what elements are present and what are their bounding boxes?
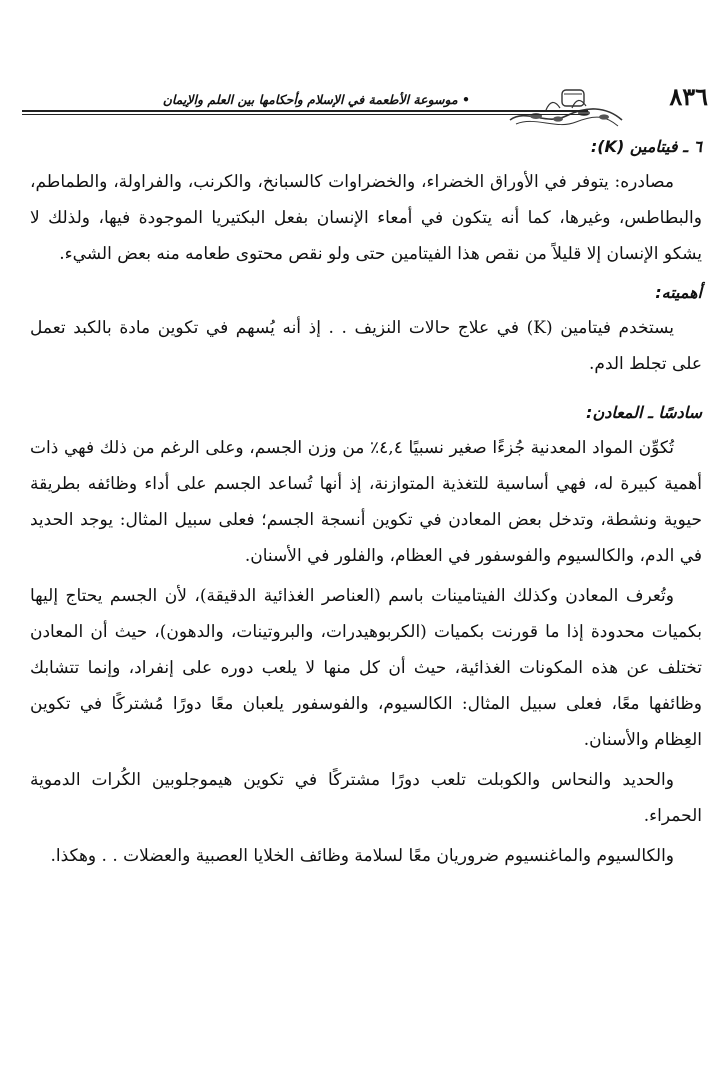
header-rule — [22, 110, 588, 115]
paragraph-vitamin-k-importance: يستخدم فيتامين (K) في علاج حالات النزيف . . إذ أنه يُسهم في تكوين مادة بالكبد تعمل على تجلط الدم. — [30, 318, 702, 374]
paragraph-minerals-intro: تُكوِّن المواد المعدنية جُزءًا صغير نسبيًا ٤,٤٪ من وزن الجسم، وعلى الرغم من ذلك فهي ذات أهمية كبيرة له، فهي أساسية للتغذية المتوازنة، إذ أنها تُساعد الجسم على أداء وظائفه بطريقة حيوية ونشطة، وتدخل بعض المعادن في تكوين أنسجة الجسم؛ فعلى سبيل المثال: يوجد الحديد في الدم، والكالسيوم والفوسفور في العظام، والفلور في الأسنان. — [30, 438, 702, 566]
paragraph-calcium-magnesium: والكالسيوم والماغنسيوم ضروريان معًا لسلامة وظائف الخلايا العصبية والعضلات . . وهكذا. — [50, 846, 674, 866]
section-heading-vitamin-k: ٦ ـ فيتامين (K): — [590, 137, 702, 156]
page-body — [30, 130, 702, 874]
section-heading-minerals: سادسًا ـ المعادن: — [586, 403, 702, 422]
book-title: • موسوعة الأطعمة في الإسلام وأحكامها بين العلم والإيمان — [162, 92, 470, 107]
page-number: ٨٣٦ — [669, 82, 708, 111]
section-heading-importance: أهميته: — [655, 283, 702, 302]
floral-ornament-icon — [506, 86, 626, 130]
paragraph-micronutrients: وتُعرف المعادن وكذلك الفيتامينات باسم (العناصر الغذائية الدقيقة)، لأن الجسم يحتاج إليها بكميات محدودة إذا ما قورنت بكميات (الكربوهيدرات، والبروتينات، والدهون)، حيث أن المعادن تختلف عن هذه المكونات الغذائية، حيث أن كل منها لا يلعب دوره على إنفراد، وإنما تتشابك وظائفها معًا، فعلى سبيل المثال: الكالسيوم، والفوسفور يلعبان معًا دورًا مُشتركًا في تكوين العِظام والأسنان. — [30, 586, 702, 750]
paragraph-hemoglobin: والحديد والنحاس والكوبلت تلعب دورًا مشتركًا في تكوين هيموجلوبين الكُرات الدموية الحمراء. — [30, 770, 702, 826]
page-header — [22, 78, 708, 128]
paragraph-vitamin-k-sources: مصادره: يتوفر في الأوراق الخضراء، والخضراوات كالسبانخ، والكرنب، والفراولة، والطماطم، والبطاطس، وغيرها، كما أنه يتكون في أمعاء الإنسان بفعل البكتيريا الموجودة فيها، ولذلك لا يشكو الإنسان إلا قليلاً من نقص هذا الفيتامين حتى ولو نقص محتوى طعامه منه بعض الشيء. — [30, 172, 702, 264]
